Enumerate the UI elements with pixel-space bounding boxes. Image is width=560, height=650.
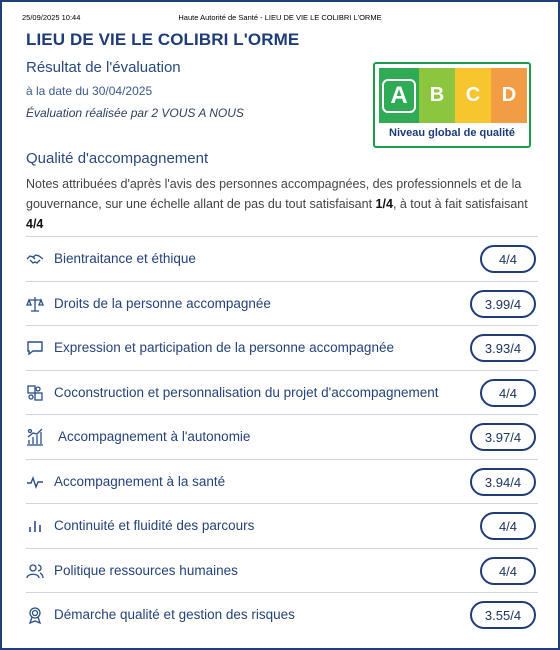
grade-c: C [455, 68, 491, 123]
grade-b: B [419, 68, 455, 123]
criterion-score: 4/4 [480, 379, 536, 407]
page-title: LIEU DE VIE LE COLIBRI L'ORME [26, 30, 300, 49]
criterion-row [26, 459, 538, 504]
criterion-score: 3.97/4 [470, 423, 536, 451]
criterion-score: 4/4 [480, 245, 536, 273]
grade-a-selected: A [382, 79, 416, 113]
award-badge-icon [26, 606, 44, 624]
criterion-label: Accompagnement à la santé [54, 474, 226, 489]
print-header [0, 13, 560, 25]
criterion-score: 3.55/4 [470, 601, 536, 629]
handshake-icon [26, 250, 44, 268]
desc-text-2: , à tout à fait satisfaisant [392, 197, 528, 211]
desc-max-score: 4/4 [26, 217, 44, 231]
grade-d: D [491, 68, 527, 123]
print-header-title: Haute Autorité de Santé - LIEU DE VIE LE COLIBRI L'ORME [178, 13, 382, 22]
pulse-icon [26, 473, 44, 491]
desc-text-1: Notes attribuées d'après l'avis des personnes accompagnées, des professionnels et de la gouvernance, sur une échelle allant de pas du tout satisfaisant [26, 177, 522, 211]
criterion-row [26, 370, 538, 415]
quality-level-badge [373, 62, 531, 148]
users-icon [26, 562, 44, 580]
bar-chart-icon [26, 517, 44, 535]
desc-min-score: 1/4 [375, 197, 393, 211]
criterion-score: 3.94/4 [470, 468, 536, 496]
criterion-row [26, 281, 538, 326]
criterion-row [26, 548, 538, 593]
section-description [26, 174, 536, 234]
criterion-score: 3.99/4 [470, 290, 536, 318]
quality-level-label: Niveau global de qualité [389, 127, 515, 139]
criterion-row [26, 503, 538, 548]
puzzle-people-icon [26, 384, 44, 402]
section-heading: Qualité d'accompagnement [26, 150, 209, 167]
evaluation-author: Évaluation réalisée par 2 VOUS A NOUS [26, 106, 244, 120]
criterion-row [26, 236, 538, 281]
print-timestamp: 25/09/2025 10:44 [22, 13, 81, 22]
scales-icon [26, 295, 44, 313]
grade-a [379, 68, 419, 123]
growth-chart-icon [26, 428, 44, 446]
criterion-row [26, 592, 538, 637]
criterion-score: 3.93/4 [470, 334, 536, 362]
criterion-label: Coconstruction et personnalisation du projet d'accompagnement [54, 385, 439, 400]
evaluation-date: à la date du 30/04/2025 [26, 84, 153, 98]
criterion-label: Démarche qualité et gestion des risques [54, 607, 295, 622]
criterion-label: Politique ressources humaines [54, 563, 238, 578]
evaluation-heading: Résultat de l'évaluation [26, 59, 181, 76]
criterion-label: Accompagnement à l'autonomie [58, 429, 251, 444]
criterion-label: Continuité et fluidité des parcours [54, 518, 255, 533]
criterion-score: 4/4 [480, 557, 536, 585]
criterion-label: Droits de la personne accompagnée [54, 296, 271, 311]
criterion-label: Expression et participation de la personne accompagnée [54, 340, 394, 355]
criterion-score: 4/4 [480, 512, 536, 540]
criterion-row [26, 325, 538, 370]
criterion-row [26, 414, 538, 459]
speech-bubble-icon [26, 339, 44, 357]
criterion-label: Bientraitance et éthique [54, 251, 196, 266]
